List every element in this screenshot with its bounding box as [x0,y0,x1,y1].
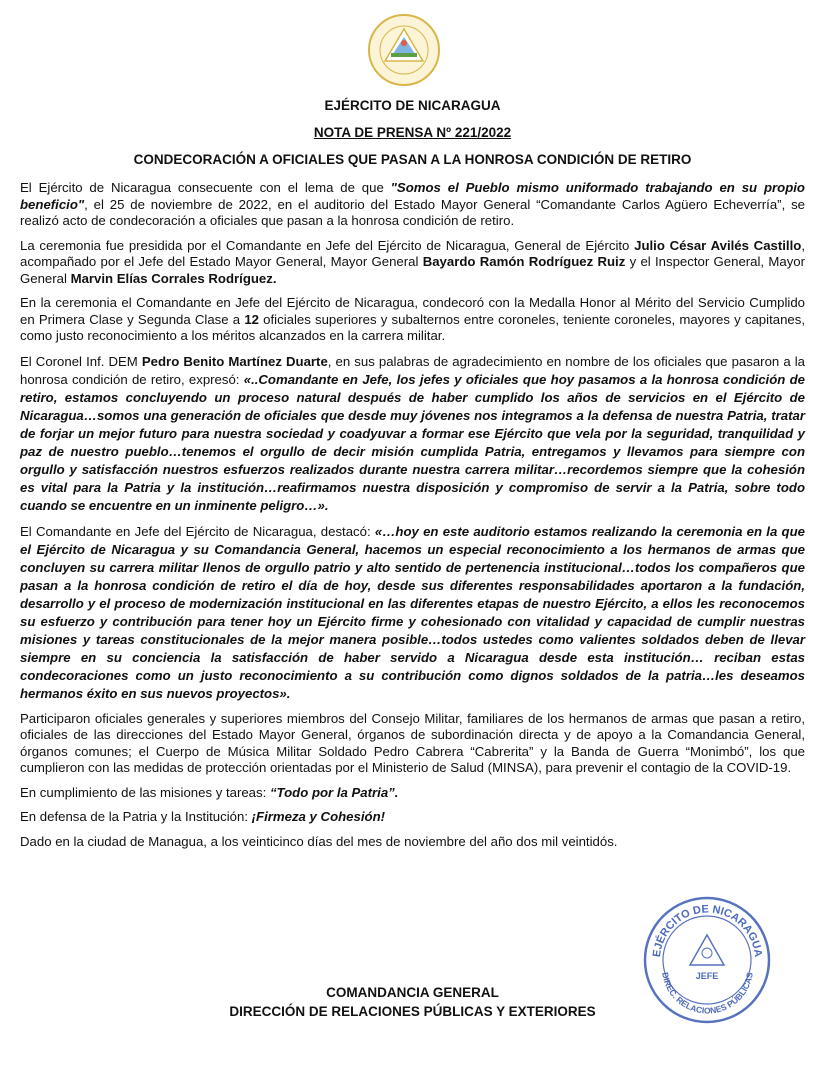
paragraph-3: En la ceremonia el Comandante en Jefe del Ejército de Nicaragua, condecoró con la Medalla Honor al Mérito del Servicio Cumplido en Primera Clase y Segunda Clase a 12 oficiales superiores y subalternos entre coroneles, teniente coroneles, mayores y capitanes, como justo reconocimiento a los méritos alcanzados en la carrera militar. [20,295,805,343]
signature-line-1: COMANDANCIA GENERAL [326,985,499,1000]
paragraph-2: La ceremonia fue presidida por el Comandante en Jefe del Ejército de Nicaragua, General de Ejército Julio César Avilés Castillo, acompañado por el Jefe del Estado Mayor General, Mayor General Bayardo Ramón Rodríguez Ruiz y el Inspector General, Mayor General Marvin Elías Corrales Rodríguez. [20,237,806,286]
paragraph-5: El Comandante en Jefe del Ejército de Nicaragua, destacó: «…hoy en este auditorio estamos realizando la ceremonia en la que el Ejército de Nicaragua y su Comandancia General, hacemos un especial reconocimiento a los hermanos de armas que concluyen su carrera militar llenos de orgullo patrio y alto sentido de pertenencia institucional…todos los compañeros que pasan a la honrosa condición de retiro el día de hoy, desde sus diferentes responsabilidades aportaron a la fundación, desarrollo y el proceso de modernización institucional en las diferentes etapas de nuestro Ejército, a ellos les reconocemos su esfuerzo y contribución para tener hoy un Ejército firme y cohesionado con vitalidad y capacidad de cumplir nuestras misiones y tareas constitucionales de la mejor manera posible…todos ustedes como valientes soldados deben de llevar siempre en su conciencia la satisfacción de haber servido a Nicaragua desde esta institución… reciban estas condecoraciones como un justo reconocimiento a su contribución como dignos soldados de la patria…les deseamos hermanos éxito en sus nuevos proyectos». [20,523,805,701]
svg-text:JEFE: JEFE [695,971,719,981]
paragraph-8: En defensa de la Patria y la Institución: ¡Firmeza y Cohesión! [20,809,386,824]
svg-text:EJÉRCITO DE NICARAGUA: EJÉRCITO DE NICARAGUA [651,903,765,958]
document-body [20,180,805,858]
signature-line-2: DIRECCIÓN DE RELACIONES PÚBLICAS Y EXTERIORES [229,1004,596,1019]
press-note-number: NOTA DE PRENSA Nº 221/2022 [313,125,512,140]
paragraph-7: En cumplimiento de las misiones y tareas: “Todo por la Patria”. [20,784,399,800]
coat-of-arms-icon [367,13,441,87]
paragraph-6: Participaron oficiales generales y superiores miembros del Consejo Militar, familiares de los hermanos de armas que pasan a retiro, oficiales de las direcciones del Estado Mayor General, órganos de subordinación directa y de apoyo a la Comandancia General, órganos comunes; el Cuerpo de Música Militar Soldado Pedro Cabrera “Cabrerita” y la Banda de Guerra “Monimbó”, los que cumplieron con las medidas de protección orientadas por el Ministerio de Salud (MINSA), para prevenir el contagio de la COVID-19. [20,710,805,775]
document-title: CONDECORACIÓN A OFICIALES QUE PASAN A LA HONROSA CONDICIÓN DE RETIRO [133,152,692,167]
paragraph-9: Dado en la ciudad de Managua, a los veinticinco días del mes de noviembre del año dos mil veintidós. [20,833,618,849]
svg-text:DIREC. RELACIONES PÚBLICAS: DIREC. RELACIONES PÚBLICAS [660,971,755,1016]
paragraph-4: El Coronel Inf. DEM Pedro Benito Martínez Duarte, en sus palabras de agradecimiento en nombre de los oficiales que pasaron a la honrosa condición de retiro, expresó: «..Comandante en Jefe, los jefes y oficiales que hoy pasamos a la honrosa condición de retiro, estamos concluyendo un proceso natural después de haber cumplido los años de servicios en el Ejército de Nicaragua…somos una generación de oficiales que desde muy jóvenes nos integramos a la defensa de nuestra Patria, tratar de forjar un mejor futuro para nuestra sociedad y coadyuvar a formar ese Ejército que vela por la seguridad, tranquilidad y paz de nuestro pueblo…tenemos el orgullo de decir misión cumplida Patria, entregamos y llevamos para siempre con orgullo y satisfacción nuestros esfuerzos realizados durante nuestra carrera militar…recordemos siempre que la cohesión es vital para la Patria y la institución…reafirmamos nuestra disposición y compromiso de servir a la Patria, sobre todo cuando se encuentre en un inminente peligro…». [20,353,805,513]
paragraph-1: El Ejército de Nicaragua consecuente con el lema de que "Somos el Pueblo mismo uniformado trabajando en su propio beneficio", el 25 de noviembre de 2022, en el auditorio del Estado Mayor General “Comandante Carlos Agüero Echeverría”, se realizó acto de condecoración a oficiales que pasan a la honrosa condición de retiro. [20,180,805,228]
organization-heading: EJÉRCITO DE NICARAGUA [324,98,501,113]
